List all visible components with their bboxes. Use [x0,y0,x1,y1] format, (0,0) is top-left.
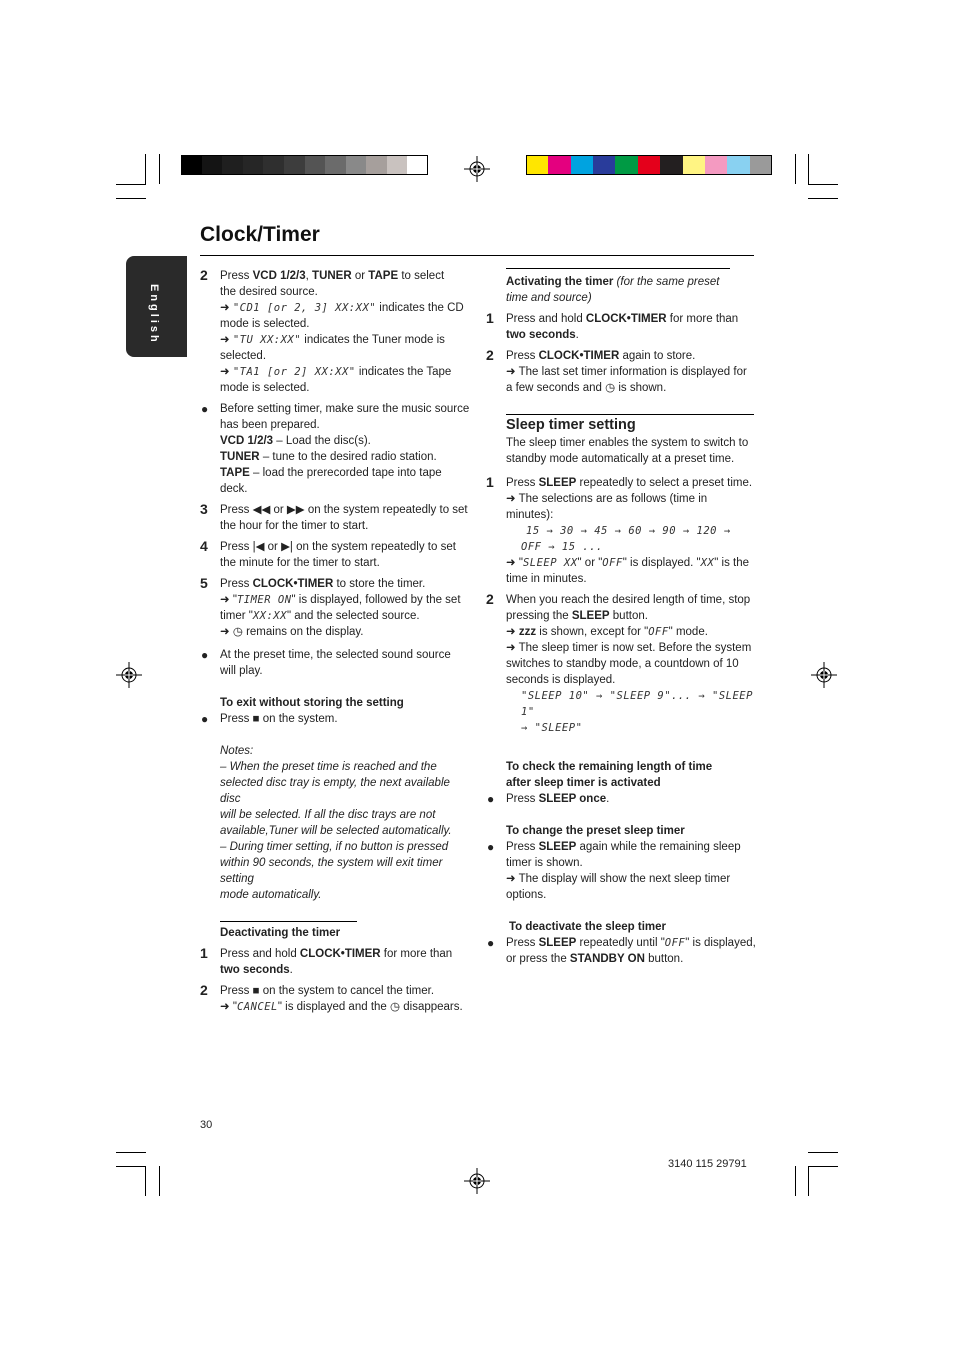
fast-forward-icon: ▶▶ [286,504,305,516]
text: minutes): [506,509,554,521]
sleep-sequence: OFF → 15 ... [521,541,603,553]
bullet-icon: ● [201,648,209,662]
text: repeatedly to select a preset time. [576,477,753,489]
lcd-text: TIMER ON [236,594,292,606]
activating-heading [486,274,758,306]
key-label: VCD 1/2/3 [220,435,274,447]
clock-icon: ◷ [232,626,243,638]
heading-text: Activating the timer [506,276,614,288]
arrow-icon: ➜ [506,873,516,885]
crop-mark [795,154,796,184]
text: Press and hold [506,313,586,325]
text: Press and hold [220,948,300,960]
arrow-icon: ➜ [506,493,516,505]
crop-mark [808,184,838,185]
lcd-text: XX [700,557,715,569]
text: timer is shown. [506,857,583,869]
text: " is the [714,557,750,569]
text: mode is selected. [220,318,310,330]
arrow-icon: ➜ [220,1001,233,1013]
lcd-text: OFF [664,937,686,949]
text: The selections are as follows (time in [515,493,708,505]
text: indicates the Tape [355,366,452,378]
crop-mark [808,154,809,184]
key-clock-timer: CLOCK•TIMER [252,578,334,590]
crop-mark [145,154,146,184]
grayscale-bar-border [181,155,428,175]
text: the desired source. [220,286,318,298]
text: The last set timer information is displayed for [515,366,747,378]
text: options. [506,889,547,901]
sleep-heading: Sleep timer setting [506,417,636,433]
key-vcd: VCD 1/2/3 [252,270,306,282]
text: Press [506,793,539,805]
sleep-sequence: 15 → 30 → 45 → 60 → 90 → 120 → [526,525,731,537]
text: . [606,793,610,805]
bullet-icon: ● [487,840,495,854]
text: " [232,594,237,606]
text: for more than [380,948,453,960]
text: Press [506,477,539,489]
text: Press [220,504,253,516]
text: on the system. [259,713,338,725]
key-tuner: TUNER [312,270,352,282]
section-rule [506,268,730,269]
key-standby-on: STANDBY ON [569,953,645,965]
crop-mark [159,1166,160,1196]
text: . [289,964,293,976]
registration-mark-icon [116,662,142,688]
text: again to store. [619,350,696,362]
note-line: within 90 seconds, the system will exit timer setting [220,857,443,885]
text: timer " [220,610,253,622]
bullet-exit [200,711,472,727]
text: , [305,270,313,282]
text: has been prepared. [220,419,320,431]
check-heading [486,759,758,791]
bullet-check [486,791,758,807]
text: deck. [220,483,248,495]
arrow-icon: ➜ [506,626,519,638]
registration-mark-icon [464,156,490,182]
text: time in minutes. [506,573,587,585]
text: or [270,504,287,516]
text: The sleep timer enables the system to switch to [506,437,749,449]
notes [200,743,472,903]
sleep-step-1 [486,475,758,587]
step-number: 1 [486,310,494,326]
text: – Load the disc(s). [273,435,371,447]
note-line: will be selected. If all the disc trays are not [220,809,436,821]
text: Press [506,937,539,949]
bullet-prepare [200,401,472,497]
key-label: TAPE [220,467,250,479]
key-clock-timer: CLOCK•TIMER [585,313,667,325]
language-tab-label: English [148,284,160,345]
arrow-icon: ➜ [220,302,233,314]
text: Press [506,350,539,362]
act-step-1 [486,311,758,343]
right-column [486,268,758,967]
step-number: 2 [486,591,494,607]
text: Press [220,578,253,590]
language-tab [126,256,187,357]
act-step-2 [486,348,758,396]
lcd-text: "TA1 [or 2] XX:XX" [232,366,356,378]
lcd-text: SLEEP XX [522,557,578,569]
text: or press the [506,953,570,965]
text: pressing the [506,610,572,622]
text: is shown. [615,382,667,394]
step-3 [200,502,472,534]
crop-mark [808,1152,838,1153]
text: The sleep timer is now set. Before the system [515,642,752,654]
page-title: Clock/Timer [200,223,320,246]
arrow-icon: ➜ [220,366,233,378]
text: remains on the display. [242,626,364,638]
text: indicates the CD [376,302,464,314]
text: or [264,541,282,553]
crop-mark [808,1166,809,1196]
bullet-icon: ● [487,792,495,806]
text: on the system to cancel the timer. [259,985,435,997]
key-sleep: SLEEP [538,841,577,853]
key-sleep: SLEEP once [538,793,607,805]
key-label: two seconds [220,964,290,976]
crop-mark [116,1152,146,1153]
note-line: – During timer setting, if no button is pressed [220,841,449,853]
text: Press [220,541,253,553]
heading-text: To check the remaining length of time [506,761,713,773]
bullet-preset-time [200,647,472,679]
key-tape: TAPE [368,270,399,282]
clock-icon: ◷ [390,1001,401,1013]
text: " is displayed, [685,937,756,949]
text: indicates the Tuner mode is [301,334,445,346]
step-number: 2 [200,982,208,998]
text: " is displayed, followed by the set [291,594,461,606]
note-line: mode automatically. [220,889,322,901]
lcd-text: "CD1 [or 2, 3] XX:XX" [232,302,377,314]
step-number: 4 [200,538,208,554]
text: seconds is displayed. [506,674,616,686]
step-4 [200,539,472,571]
exit-heading: To exit without storing the setting [220,697,404,709]
arrow-icon: ➜ [220,626,233,638]
note-line: – When the preset time is reached and the [220,761,437,773]
text: or [351,270,369,282]
subheading-text: time and source) [506,292,592,304]
text: to select [398,270,445,282]
step-number: 3 [200,501,208,517]
lcd-text: XX:XX [252,610,287,622]
bullet-icon: ● [201,402,209,416]
text: the minute for the timer to start. [220,557,380,569]
arrow-icon: ➜ [506,366,516,378]
text: " is displayed. " [622,557,701,569]
text: " is displayed and the [277,1001,390,1013]
text: the hour for the timer to start. [220,520,369,532]
text: – load the prerecorded tape into tape [249,467,442,479]
heading-text: after sleep timer is activated [506,777,661,789]
arrow-icon: ➜ [506,642,516,654]
text: " [232,1001,237,1013]
text: button. [644,953,684,965]
text: When you reach the desired length of time, stop [506,594,751,606]
notes-title: Notes: [220,745,254,757]
text: on the system repeatedly to set [304,504,468,516]
text: is shown, except for " [536,626,649,638]
document-code: 3140 115 29791 [668,1158,747,1170]
countdown-sequence: → "SLEEP" [521,722,583,734]
deact-step-2 [200,983,472,1015]
deactivate-sleep-heading: To deactivate the sleep timer [509,921,667,933]
text: for more than [666,313,739,325]
crop-mark [116,198,146,199]
text: repeatedly until " [576,937,665,949]
step-number: 1 [486,474,494,490]
key-label: TUNER [220,451,260,463]
page-number: 30 [200,1119,213,1131]
subheading-text: (for the same preset [613,276,720,288]
bullet-change [486,839,758,903]
deactivating-heading: Deactivating the timer [220,927,341,939]
crop-mark [808,198,838,199]
key-sleep: SLEEP [538,937,577,949]
text: Press [220,985,253,997]
sleep-step-2 [486,592,758,736]
crop-mark [795,1166,796,1196]
registration-mark-icon [464,1168,490,1194]
change-heading: To change the preset sleep timer [506,825,685,837]
text: switches to standby mode, a countdown of 10 [506,658,739,670]
key-label: two seconds [506,329,576,341]
text: Before setting timer, make sure the music source [220,403,470,415]
text: selected. [220,350,267,362]
lcd-text: OFF [648,626,669,638]
text: The display will show the next sleep timer [515,873,731,885]
rewind-icon: ◀◀ [252,504,271,516]
step-number: 2 [200,267,208,283]
bullet-icon: ● [201,712,209,726]
bullet-icon: ● [487,936,495,950]
crop-mark [116,184,146,185]
text: " [518,557,523,569]
stop-icon: ■ [252,713,260,725]
crop-mark [116,1166,146,1167]
deact-step-1 [200,946,472,978]
text: . [575,329,579,341]
note-line: available,Tuner will be selected automatically. [220,825,452,837]
section-rule [506,414,754,415]
key-sleep: SLEEP [571,610,610,622]
text: Press [506,841,539,853]
arrow-icon: ➜ [220,334,233,346]
bullet-deactivate-sleep [486,935,758,967]
lcd-text: OFF [602,557,623,569]
step-2 [200,268,472,396]
lcd-text: "TU XX:XX" [232,334,302,346]
text: on the system repeatedly to set [292,541,456,553]
crop-mark [145,1166,146,1196]
text: Press [220,713,253,725]
lcd-text: CANCEL [236,1001,278,1013]
section-rule [220,921,357,922]
color-bar-border [526,155,772,175]
countdown-sequence: "SLEEP 10" → "SLEEP 9"... → "SLEEP 1" [521,690,753,718]
text: a few seconds and [506,382,606,394]
left-column [200,268,472,1015]
text: disappears. [400,1001,463,1013]
title-rule [200,255,754,256]
text: standby mode automatically at a preset time. [506,453,735,465]
text: will play. [220,665,263,677]
text: " and the selected source. [286,610,420,622]
crop-mark [159,154,160,184]
clock-icon: ◷ [605,382,616,394]
step-number: 2 [486,347,494,363]
text: " mode. [668,626,708,638]
text: " or " [577,557,603,569]
sleep-intro [486,435,758,467]
arrow-icon: ➜ [220,594,233,606]
text: At the preset time, the selected sound source [220,649,451,661]
step-5 [200,576,472,640]
key-sleep: SLEEP [538,477,577,489]
skip-next-icon: ▶| [281,541,293,553]
skip-previous-icon: |◀ [252,541,265,553]
registration-mark-icon [811,662,837,688]
step-number: 5 [200,575,208,591]
key-clock-timer: CLOCK•TIMER [299,948,381,960]
text: Press [220,270,253,282]
sleep-zzz-icon: zzz [518,626,537,638]
stop-icon: ■ [252,985,260,997]
step-number: 1 [200,945,208,961]
text: – tune to the desired radio station. [259,451,437,463]
crop-mark [808,1166,838,1167]
text: to store the timer. [333,578,426,590]
text: mode is selected. [220,382,310,394]
note-line: selected disc tray is empty, the next available disc [220,777,450,805]
text: again while the remaining sleep [576,841,741,853]
key-clock-timer: CLOCK•TIMER [538,350,620,362]
arrow-icon: ➜ [506,557,519,569]
text: button. [609,610,648,622]
